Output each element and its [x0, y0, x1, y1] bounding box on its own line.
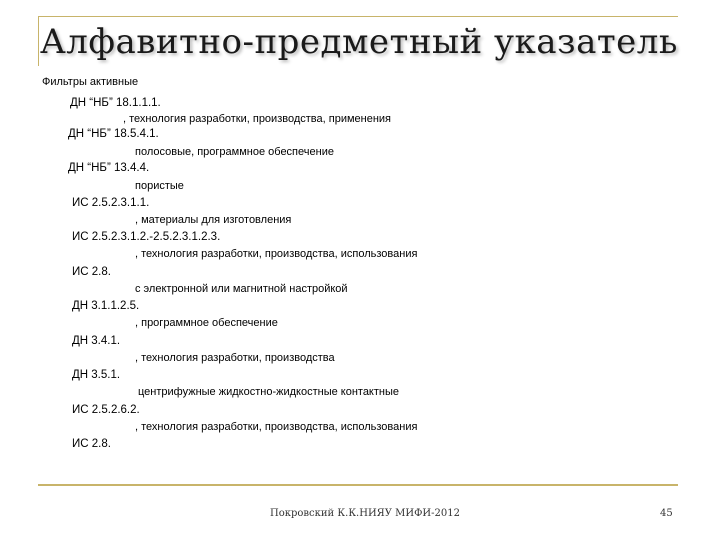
entry-ref: ИС 2.5.2.6.2.: [72, 404, 140, 416]
entry-ref: ДН “НБ” 18.5.4.1.: [68, 128, 159, 140]
entry-sub: , технология разработки, производства: [135, 352, 335, 364]
entry-heading: Фильтры активные: [42, 76, 139, 88]
entry-ref: ДН “НБ” 18.1.1.1.: [70, 97, 161, 109]
entry-ref: ИС 2.5.2.3.1.1.: [72, 197, 150, 209]
entry-sub: , технология разработки, производства, применения: [123, 113, 392, 125]
entry-ref: ДН 3.5.1.: [72, 369, 121, 381]
entry-sub: с электронной или магнитной настройкой: [135, 283, 348, 295]
entry-ref: ИС 2.5.2.3.1.2.-2.5.2.3.1.2.3.: [72, 231, 221, 243]
entry-ref: ИС 2.8.: [72, 438, 111, 450]
entry-sub: центрифужные жидкостно-жидкостные контактные: [138, 386, 400, 398]
entry-ref: ДН 3.4.1.: [72, 335, 121, 347]
entry-sub: , материалы для изготовления: [135, 214, 292, 226]
entry-ref: ДН 3.1.1.2.5.: [72, 300, 140, 312]
entry-sub: пористые: [135, 180, 184, 192]
page-number: 45: [660, 508, 673, 519]
entry-ref: ДН “НБ” 13.4.4.: [68, 162, 150, 174]
entry-sub: , технология разработки, производства, использования: [135, 248, 418, 260]
entry-ref: ИС 2.8.: [72, 266, 111, 278]
footer-author: Покровский К.К.НИЯУ МИФИ-2012: [270, 508, 460, 519]
entry-sub: полосовые, программное обеспечение: [135, 146, 334, 158]
entry-sub: , технология разработки, производства, использования: [135, 421, 418, 433]
slide-title: Алфавитно-предметный указатель: [40, 22, 678, 62]
bottom-rule: [38, 484, 678, 486]
entry-sub: , программное обеспечение: [135, 317, 278, 329]
